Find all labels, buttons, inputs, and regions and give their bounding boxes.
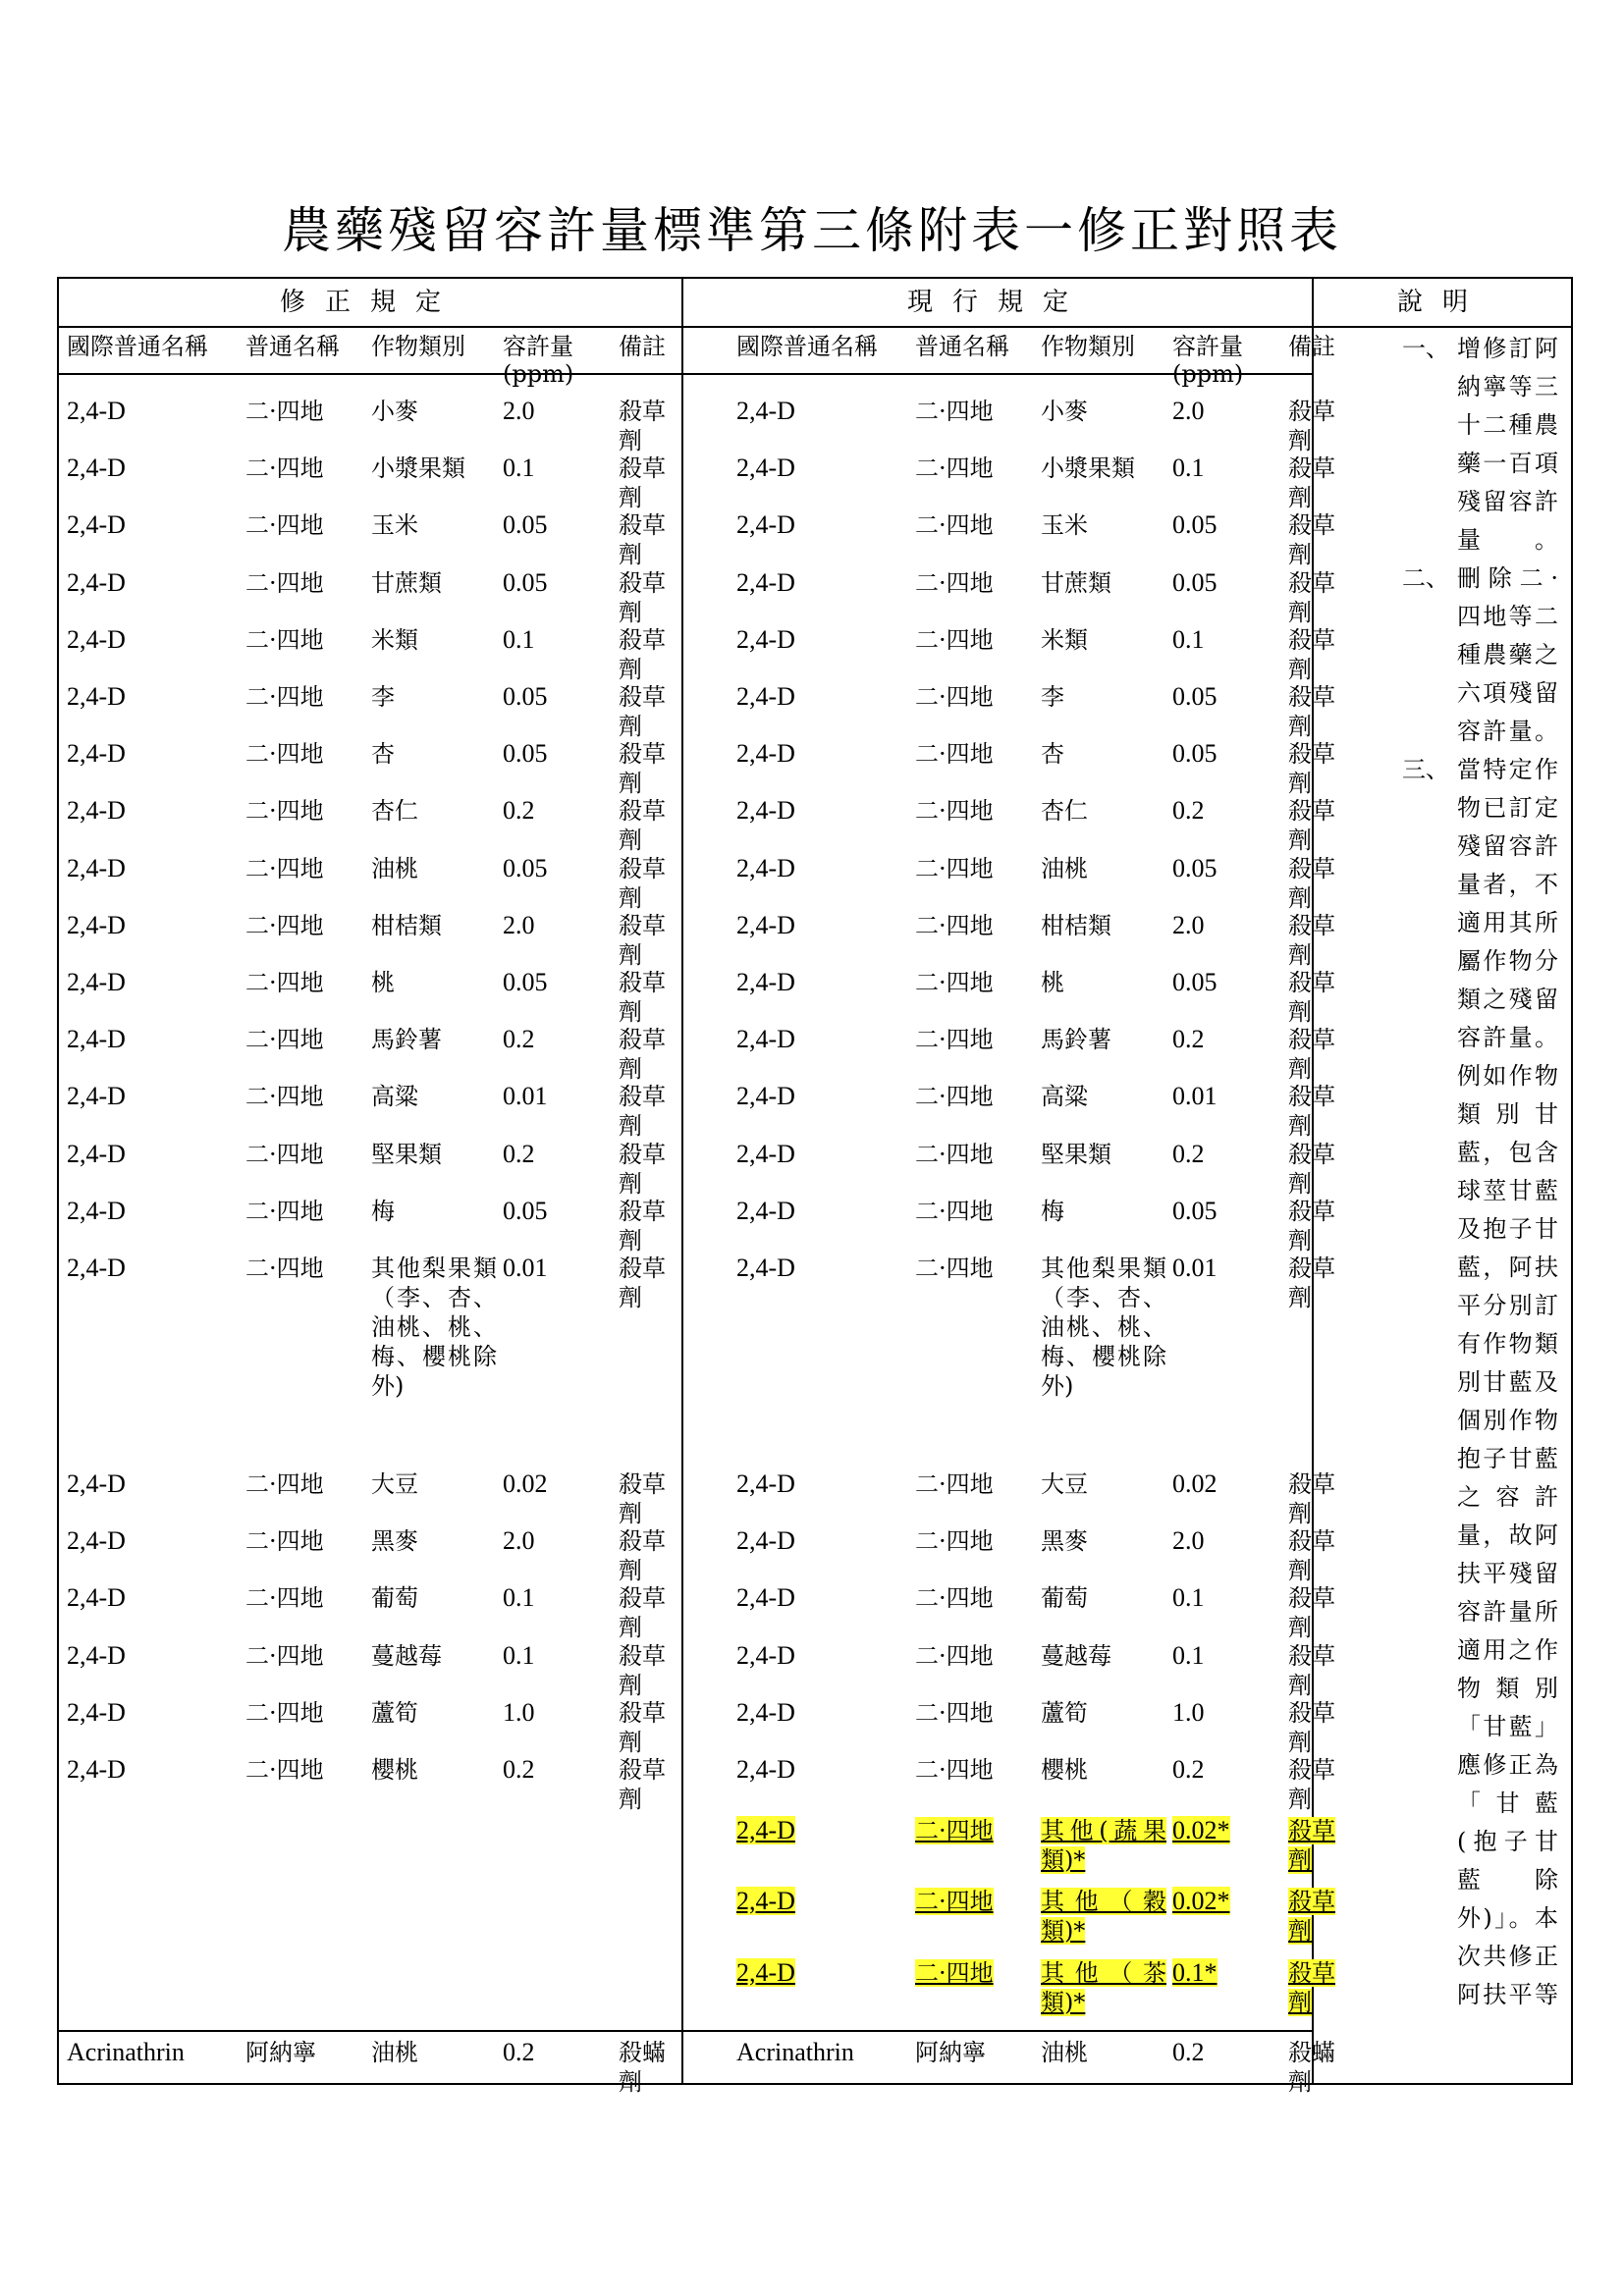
cell-crop-type: 米類 [371, 625, 418, 654]
cell-tolerance: 0.02* [1172, 1887, 1230, 1915]
cell-crop-type: 葡萄 [371, 1584, 418, 1613]
cell-common-name: 二·四地 [245, 854, 324, 882]
cell-intl-name: 2,4-D [67, 454, 126, 483]
cell-intl-name: 2,4-D [736, 1697, 795, 1727]
cell-crop-type: 梅 [371, 1197, 395, 1225]
cell-common-name: 二·四地 [915, 1026, 994, 1054]
cell-crop-type: 玉米 [1041, 511, 1088, 540]
column-header-common-name: 普通名稱 [245, 333, 340, 360]
cell-intl-name: 2,4-D [736, 1816, 795, 1844]
column-header-remark: 備註 [1288, 333, 1335, 360]
cell-crop-type: 李 [1041, 683, 1064, 711]
cell-common-name: 二·四地 [915, 740, 994, 769]
cell-tolerance: 0.02 [1172, 1469, 1218, 1498]
cell-common-name: 二·四地 [245, 1527, 324, 1556]
cell-remark: 殺草劑 [619, 625, 666, 683]
cell-intl-name: Acrinathrin [736, 2038, 854, 2066]
cell-crop-type: 高粱 [1041, 1083, 1088, 1111]
cell-tolerance: 0.05 [1172, 739, 1218, 769]
cell-intl-name: 2,4-D [736, 567, 795, 597]
cell-crop-type: 小麥 [371, 398, 418, 425]
cell-common-name: 二·四地 [915, 1083, 994, 1111]
cell-crop-type: 大豆 [1041, 1470, 1088, 1498]
cell-intl-name: Acrinathrin [67, 2038, 185, 2066]
cell-intl-name: 2,4-D [67, 1082, 126, 1111]
cell-common-name: 二·四地 [245, 1140, 324, 1168]
cell-remark: 殺草劑 [1288, 1026, 1335, 1084]
cell-common-name: 二·四地 [245, 568, 324, 597]
cell-common-name: 二·四地 [915, 1255, 994, 1282]
comparison-table [57, 277, 1573, 2085]
cell-common-name: 二·四地 [915, 1527, 994, 1556]
cell-remark: 殺草劑 [619, 1756, 666, 1813]
cell-tolerance: 0.2 [503, 1139, 535, 1168]
cell-remark: 殺草劑 [1288, 683, 1335, 740]
cell-intl-name: 2,4-D [736, 1469, 795, 1498]
cell-crop-type: 油桃 [371, 2039, 418, 2066]
cell-tolerance: 0.1 [503, 624, 535, 654]
cell-crop-type: 堅果類 [371, 1140, 442, 1168]
cell-intl-name: 2,4-D [67, 1526, 126, 1556]
cell-remark: 殺草劑 [1288, 1255, 1335, 1311]
cell-remark: 殺草劑 [1288, 797, 1335, 855]
cell-remark: 殺草劑 [1288, 740, 1335, 798]
cell-tolerance: 2.0 [1172, 1526, 1205, 1556]
cell-remark: 殺草劑 [619, 740, 666, 798]
cell-remark: 殺草劑 [619, 1083, 666, 1141]
document-title: 農藥殘留容許量標準第三條附表一修正對照表 [282, 202, 1342, 259]
cell-intl-name: 2,4-D [736, 1583, 795, 1613]
cell-intl-name: 2,4-D [736, 796, 795, 826]
cell-tolerance: 0.2 [1172, 2038, 1205, 2066]
cell-common-name: 二·四地 [245, 1756, 324, 1784]
cell-tolerance: 2.0 [503, 1526, 535, 1556]
cell-intl-name: 2,4-D [67, 1025, 126, 1054]
cell-common-name: 二·四地 [915, 797, 994, 826]
cell-tolerance: 0.01 [503, 1254, 548, 1282]
cell-intl-name: 2,4-D [736, 1082, 795, 1111]
cell-remark: 殺草劑 [1288, 568, 1335, 626]
cell-intl-name: 2,4-D [736, 910, 795, 939]
cell-crop-type: 其他梨果類（李、杏、油桃、桃、梅、櫻桃除外) [371, 1255, 497, 1400]
cell-common-name: 阿納寧 [245, 2039, 316, 2066]
cell-common-name: 二·四地 [915, 1698, 994, 1727]
cell-tolerance: 0.05 [503, 682, 548, 711]
cell-intl-name: 2,4-D [67, 1254, 126, 1282]
cell-remark: 殺草劑 [619, 1584, 666, 1642]
cell-intl-name: 2,4-D [736, 1640, 795, 1670]
cell-remark: 殺草劑 [619, 854, 666, 912]
column-header-unit: (ppm) [503, 360, 574, 388]
header-rule [57, 326, 1573, 328]
cell-common-name: 阿納寧 [915, 2039, 986, 2066]
cell-remark: 殺草劑 [1288, 1888, 1335, 1945]
note-number: 二、 [1402, 564, 1449, 592]
cell-tolerance: 0.2 [503, 1755, 535, 1784]
cell-common-name: 二·四地 [245, 797, 324, 826]
cell-remark: 殺草劑 [1288, 1527, 1335, 1585]
cell-common-name: 二·四地 [245, 511, 324, 540]
column-header-tolerance: 容許量 (ppm) [1172, 333, 1244, 388]
cell-tolerance: 1.0 [1172, 1697, 1205, 1727]
cell-crop-type: 蔓越莓 [371, 1641, 442, 1670]
cell-common-name: 二·四地 [915, 1756, 994, 1784]
cell-tolerance: 0.05 [503, 739, 548, 769]
cell-remark: 殺草劑 [619, 683, 666, 740]
cell-tolerance: 0.1 [1172, 454, 1205, 483]
cell-remark: 殺草劑 [619, 911, 666, 969]
cell-crop-type: 堅果類 [1041, 1140, 1111, 1168]
cell-crop-type: 油桃 [371, 854, 418, 882]
note-number: 一、 [1402, 335, 1449, 362]
cell-remark: 殺草劑 [1288, 1959, 1335, 2016]
cell-tolerance: 0.2 [503, 796, 535, 826]
cell-intl-name: 2,4-D [736, 853, 795, 882]
cell-crop-type: 玉米 [371, 511, 418, 540]
cell-crop-type: 杏仁 [371, 797, 418, 826]
cell-remark: 殺草劑 [1288, 1197, 1335, 1255]
cell-remark: 殺草劑 [619, 969, 666, 1026]
cell-intl-name: 2,4-D [736, 682, 795, 711]
note-text: 當特定作物已訂定殘留容許量者，不適用其所屬作物分類之殘留容許量。例如作物類別甘藍，包含球莖甘藍及抱子甘藍，阿扶平分別訂有作物類別甘藍及個別作物抱子甘藍之容許量，故阿扶平殘留容許量所適用之作物類別「甘藍」應修正為「甘藍(抱子甘藍除外)」。本次共修正阿扶平等 [1457, 756, 1559, 2008]
cell-remark: 殺草劑 [619, 1026, 666, 1084]
cell-crop-type: 梅 [1041, 1197, 1064, 1225]
cell-common-name: 二·四地 [915, 911, 994, 939]
cell-intl-name: 2,4-D [736, 1254, 795, 1282]
cell-intl-name: 2,4-D [736, 454, 795, 483]
note-number: 三、 [1402, 756, 1449, 783]
cell-crop-type: 蘆筍 [1041, 1698, 1088, 1727]
cell-crop-type: 櫻桃 [371, 1756, 418, 1784]
cell-intl-name: 2,4-D [67, 1139, 126, 1168]
cell-common-name: 二·四地 [245, 969, 324, 996]
cell-tolerance: 0.02* [1172, 1816, 1230, 1844]
cell-intl-name: 2,4-D [736, 1958, 795, 1987]
cell-common-name: 二·四地 [915, 398, 994, 425]
cell-crop-type: 李 [371, 683, 395, 711]
cell-remark: 殺草劑 [1288, 454, 1335, 512]
cell-intl-name: 2,4-D [67, 1640, 126, 1670]
cell-remark: 殺草劑 [619, 568, 666, 626]
cell-crop-type: 柑桔類 [371, 911, 442, 939]
cell-tolerance: 0.2 [1172, 1025, 1205, 1054]
cell-crop-type: 甘蔗類 [371, 568, 442, 597]
cell-common-name: 二·四地 [915, 1197, 994, 1225]
cell-tolerance: 0.2 [503, 2038, 535, 2066]
cell-crop-type: 小漿果類 [1041, 454, 1135, 483]
cell-common-name: 二·四地 [245, 740, 324, 769]
cell-common-name: 二·四地 [245, 1641, 324, 1670]
cell-remark: 殺草劑 [1288, 854, 1335, 912]
cell-intl-name: 2,4-D [67, 1196, 126, 1225]
column-header-unit: (ppm) [1172, 360, 1244, 388]
cell-intl-name: 2,4-D [67, 910, 126, 939]
cell-remark: 殺草劑 [619, 1698, 666, 1756]
cell-remark: 殺草劑 [1288, 1817, 1335, 1874]
cell-intl-name: 2,4-D [736, 968, 795, 996]
column-header-rule [57, 373, 683, 375]
cell-intl-name: 2,4-D [67, 796, 126, 826]
cell-common-name: 二·四地 [915, 854, 994, 882]
cell-tolerance: 0.1 [1172, 1583, 1205, 1613]
cell-remark: 殺草劑 [619, 1140, 666, 1198]
cell-remark: 殺草劑 [1288, 511, 1335, 569]
cell-tolerance: 0.2 [1172, 1139, 1205, 1168]
cell-intl-name: 2,4-D [67, 397, 126, 425]
cell-tolerance: 0.05 [503, 968, 548, 996]
cell-intl-name: 2,4-D [67, 853, 126, 882]
column-header-intl-name: 國際普通名稱 [736, 333, 878, 360]
section-header-amended: 修正規定 [279, 288, 460, 317]
cell-crop-type: 馬鈴薯 [371, 1026, 442, 1054]
cell-remark: 殺草劑 [1288, 398, 1335, 454]
cell-common-name: 二·四地 [245, 1083, 324, 1111]
cell-intl-name: 2,4-D [67, 739, 126, 769]
cell-remark: 殺草劑 [1288, 1083, 1335, 1141]
section-header-notes: 說明 [1396, 288, 1488, 317]
cell-common-name: 二·四地 [915, 1888, 994, 1915]
cell-crop-type: 油桃 [1041, 854, 1088, 882]
cell-remark: 殺草劑 [619, 1197, 666, 1255]
cell-tolerance: 2.0 [503, 910, 535, 939]
cell-intl-name: 2,4-D [67, 1469, 126, 1498]
cell-common-name: 二·四地 [245, 1584, 324, 1613]
cell-remark: 殺草劑 [1288, 1470, 1335, 1527]
cell-crop-type: 小漿果類 [371, 454, 465, 483]
cell-remark: 殺草劑 [1288, 969, 1335, 1026]
cell-intl-name: 2,4-D [67, 1583, 126, 1613]
cell-common-name: 二·四地 [915, 1641, 994, 1670]
cell-remark: 殺草劑 [619, 511, 666, 569]
note-item [1402, 751, 1559, 2014]
cell-common-name: 二·四地 [915, 625, 994, 654]
cell-intl-name: 2,4-D [67, 968, 126, 996]
cell-common-name: 二·四地 [245, 1255, 324, 1282]
cell-crop-type: 其他梨果類（李、杏、油桃、桃、梅、櫻桃除外) [1041, 1255, 1166, 1400]
cell-tolerance: 0.05 [1172, 968, 1218, 996]
cell-crop-type: 杏 [371, 740, 395, 769]
cell-crop-type: 桃 [1041, 969, 1064, 996]
note-text: 刪除二·四地等二種農藥之六項殘留容許量。 [1457, 564, 1559, 745]
cell-tolerance: 0.01 [1172, 1082, 1218, 1111]
cell-common-name: 二·四地 [245, 911, 324, 939]
cell-remark: 殺草劑 [619, 1641, 666, 1699]
cell-tolerance: 0.2 [503, 1025, 535, 1054]
column-header-intl-name: 國際普通名稱 [67, 333, 208, 360]
cell-crop-type: 杏 [1041, 740, 1064, 769]
cell-remark: 殺草劑 [1288, 625, 1335, 683]
cell-intl-name: 2,4-D [67, 1755, 126, 1784]
cell-crop-type: 馬鈴薯 [1041, 1026, 1111, 1054]
cell-tolerance: 0.1 [503, 454, 535, 483]
cell-remark: 殺草劑 [619, 454, 666, 512]
cell-intl-name: 2,4-D [736, 397, 795, 425]
cell-intl-name: 2,4-D [67, 1697, 126, 1727]
cell-remark: 殺草劑 [619, 1470, 666, 1527]
cell-common-name: 二·四地 [915, 568, 994, 597]
cell-remark: 殺草劑 [619, 398, 666, 454]
cell-intl-name: 2,4-D [736, 1887, 795, 1915]
cell-intl-name: 2,4-D [736, 1526, 795, 1556]
cell-tolerance: 0.05 [503, 1196, 548, 1225]
cell-common-name: 二·四地 [245, 454, 324, 483]
cell-intl-name: 2,4-D [67, 682, 126, 711]
cell-common-name: 二·四地 [245, 625, 324, 654]
group-rule [681, 2030, 1314, 2032]
cell-tolerance: 0.1 [503, 1640, 535, 1670]
cell-remark: 殺蟎劑 [1288, 2039, 1335, 2096]
cell-tolerance: 2.0 [503, 397, 535, 425]
cell-crop-type: 米類 [1041, 625, 1088, 654]
cell-crop-type: 大豆 [371, 1470, 418, 1498]
note-item [1402, 560, 1559, 751]
cell-tolerance: 0.05 [1172, 853, 1218, 882]
cell-crop-type: 杏仁 [1041, 797, 1088, 826]
cell-common-name: 二·四地 [915, 969, 994, 996]
cell-common-name: 二·四地 [245, 1026, 324, 1054]
cell-tolerance: 0.02 [503, 1469, 548, 1498]
cell-remark: 殺蟎劑 [619, 2039, 666, 2096]
cell-remark: 殺草劑 [1288, 911, 1335, 969]
cell-common-name: 二·四地 [915, 1817, 994, 1844]
cell-crop-type: 其他（穀類)* [1041, 1888, 1166, 1945]
cell-intl-name: 2,4-D [67, 510, 126, 540]
column-header-crop-type: 作物類別 [371, 333, 465, 360]
section-divider [681, 277, 683, 2085]
cell-common-name: 二·四地 [915, 1959, 994, 1987]
cell-crop-type: 黑麥 [1041, 1527, 1088, 1556]
cell-tolerance: 2.0 [1172, 910, 1205, 939]
cell-crop-type: 蘆筍 [371, 1698, 418, 1727]
column-header-common-name: 普通名稱 [915, 333, 1009, 360]
cell-common-name: 二·四地 [915, 454, 994, 483]
cell-intl-name: 2,4-D [736, 1755, 795, 1784]
group-rule [57, 2030, 683, 2032]
cell-tolerance: 0.05 [1172, 510, 1218, 540]
cell-crop-type: 黑麥 [371, 1527, 418, 1556]
cell-crop-type: 甘蔗類 [1041, 568, 1111, 597]
cell-common-name: 二·四地 [245, 683, 324, 711]
cell-remark: 殺草劑 [1288, 1756, 1335, 1813]
cell-tolerance: 0.01 [503, 1082, 548, 1111]
cell-tolerance: 0.01 [1172, 1254, 1218, 1282]
cell-tolerance: 0.05 [1172, 682, 1218, 711]
cell-tolerance: 0.1 [1172, 624, 1205, 654]
cell-common-name: 二·四地 [915, 1470, 994, 1498]
cell-crop-type: 油桃 [1041, 2039, 1088, 2066]
cell-intl-name: 2,4-D [736, 1139, 795, 1168]
cell-crop-type: 葡萄 [1041, 1584, 1088, 1613]
cell-crop-type: 小麥 [1041, 398, 1088, 425]
column-header-tolerance: 容許量 (ppm) [503, 333, 574, 388]
cell-tolerance: 0.05 [1172, 567, 1218, 597]
cell-remark: 殺草劑 [1288, 1584, 1335, 1642]
cell-intl-name: 2,4-D [736, 1025, 795, 1054]
cell-remark: 殺草劑 [619, 797, 666, 855]
cell-common-name: 二·四地 [245, 1197, 324, 1225]
cell-common-name: 二·四地 [915, 683, 994, 711]
cell-crop-type: 櫻桃 [1041, 1756, 1088, 1784]
cell-common-name: 二·四地 [245, 1470, 324, 1498]
cell-common-name: 二·四地 [915, 1140, 994, 1168]
cell-tolerance: 0.05 [503, 567, 548, 597]
cell-crop-type: 柑桔類 [1041, 911, 1111, 939]
cell-intl-name: 2,4-D [736, 510, 795, 540]
cell-crop-type: 蔓越莓 [1041, 1641, 1111, 1670]
cell-common-name: 二·四地 [915, 511, 994, 540]
cell-crop-type: 高粱 [371, 1083, 418, 1111]
column-header-crop-type: 作物類別 [1041, 333, 1135, 360]
cell-remark: 殺草劑 [619, 1255, 666, 1311]
cell-tolerance: 0.05 [503, 853, 548, 882]
cell-tolerance: 0.1 [503, 1583, 535, 1613]
cell-common-name: 二·四地 [915, 1584, 994, 1613]
cell-tolerance: 0.05 [1172, 1196, 1218, 1225]
cell-common-name: 二·四地 [245, 398, 324, 425]
cell-tolerance: 0.05 [503, 510, 548, 540]
cell-common-name: 二·四地 [245, 1698, 324, 1727]
cell-tolerance: 0.2 [1172, 796, 1205, 826]
cell-tolerance: 2.0 [1172, 397, 1205, 425]
cell-remark: 殺草劑 [1288, 1641, 1335, 1699]
cell-remark: 殺草劑 [619, 1527, 666, 1585]
cell-crop-type: 桃 [371, 969, 395, 996]
cell-crop-type: 其他(蔬果類)* [1041, 1817, 1166, 1874]
notes-column [1402, 330, 1559, 2014]
note-item [1402, 330, 1559, 560]
cell-intl-name: 2,4-D [736, 739, 795, 769]
cell-crop-type: 其他（茶類)* [1041, 1959, 1166, 2016]
cell-remark: 殺草劑 [1288, 1140, 1335, 1198]
cell-tolerance: 0.1* [1172, 1958, 1218, 1987]
cell-intl-name: 2,4-D [736, 624, 795, 654]
cell-tolerance: 0.2 [1172, 1755, 1205, 1784]
cell-remark: 殺草劑 [1288, 1698, 1335, 1756]
cell-tolerance: 1.0 [503, 1697, 535, 1727]
note-text: 增修訂阿納寧等三十二種農藥一百項殘留容許量。 [1457, 335, 1559, 554]
cell-tolerance: 0.1 [1172, 1640, 1205, 1670]
column-header-remark: 備註 [619, 333, 666, 360]
cell-intl-name: 2,4-D [736, 1196, 795, 1225]
cell-intl-name: 2,4-D [67, 567, 126, 597]
section-header-current: 現行規定 [906, 288, 1088, 317]
cell-intl-name: 2,4-D [67, 624, 126, 654]
